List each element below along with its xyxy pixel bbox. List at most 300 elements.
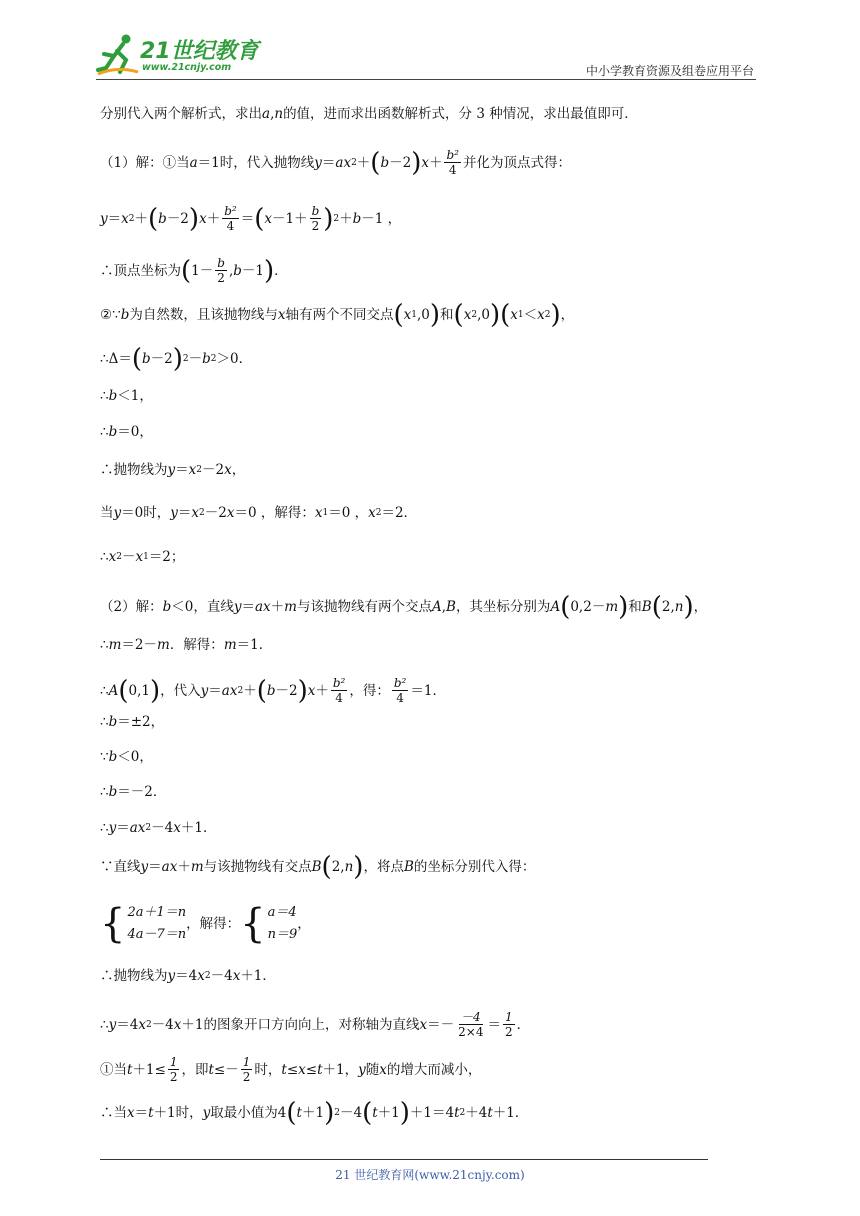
- solution-line: [100, 818, 216, 838]
- large-parenthesis: (: [560, 592, 571, 622]
- math-variable: b: [266, 682, 276, 699]
- math-variable: m: [190, 859, 204, 875]
- superscript: 2: [182, 354, 189, 364]
- math-variable: x: [277, 307, 286, 323]
- text-run: 时，: [254, 1061, 282, 1078]
- math-variable: t: [454, 1105, 460, 1121]
- solution-line: [100, 386, 153, 406]
- text-run: ＝: [116, 820, 130, 836]
- math-variable: y: [167, 968, 176, 984]
- math-variable: B: [446, 599, 456, 615]
- solution-line: [100, 302, 574, 328]
- text-run: ＝: [134, 1105, 149, 1121]
- system-rows: [268, 902, 298, 946]
- math-variable: A: [550, 599, 561, 615]
- math-variable: b: [108, 749, 118, 765]
- math-variable: y: [358, 1061, 366, 1078]
- large-parenthesis: ): [683, 592, 694, 622]
- large-parenthesis: (: [118, 675, 129, 706]
- text-run: ＋: [206, 210, 221, 227]
- text-run: ＜1，: [117, 388, 153, 404]
- math-variable: y: [108, 1016, 117, 1033]
- large-parenthesis: ): [411, 147, 422, 178]
- large-parenthesis: (: [370, 147, 381, 178]
- math-variable: x: [135, 549, 144, 565]
- math-variable: x: [138, 1016, 146, 1033]
- footer-divider: [100, 1159, 708, 1160]
- fraction: [241, 1055, 253, 1084]
- text-run: 并化为顶点式得：: [462, 154, 571, 171]
- text-run: －2: [166, 210, 189, 227]
- math-variable: ax: [335, 154, 352, 171]
- text-run: ∴当: [100, 1105, 127, 1121]
- text-run: 取最小值为4: [210, 1105, 287, 1121]
- math-variable: a: [189, 154, 198, 171]
- superscript: 2: [459, 1108, 466, 1118]
- math-variable: x: [368, 505, 376, 521]
- solution-line: [100, 635, 272, 655]
- solution-line: [100, 1100, 528, 1126]
- solution-line: [100, 256, 288, 285]
- text-run: ∴: [100, 637, 109, 653]
- logo-url-text: www.21cnjy.com: [142, 62, 232, 73]
- large-parenthesis: ): [399, 1098, 410, 1128]
- solution-line: [100, 712, 164, 732]
- large-parenthesis: ): [323, 203, 334, 234]
- solution-line: [100, 148, 571, 177]
- fraction: [503, 1010, 515, 1039]
- math-variable: x: [173, 820, 181, 836]
- solution-line: [100, 782, 166, 802]
- math-variable: x: [224, 462, 232, 478]
- fraction: [310, 204, 322, 233]
- superscript: 2: [333, 213, 340, 224]
- text-run: ＝4: [175, 968, 198, 984]
- text-run: ,: [270, 106, 275, 122]
- large-parenthesis: (: [254, 203, 265, 234]
- fraction: [444, 148, 461, 177]
- text-run: 当: [100, 505, 114, 521]
- math-variable: y: [202, 1105, 211, 1121]
- math-variable: b: [352, 210, 362, 227]
- text-run: ＋1，: [322, 1061, 359, 1078]
- subscript: 2: [375, 508, 382, 518]
- math-variable: b: [202, 351, 211, 367]
- text-run: ＝0，: [117, 424, 153, 440]
- fraction-numerator: 1: [242, 1055, 251, 1069]
- text-run: －2: [389, 154, 412, 171]
- text-run: 的增大而减小，: [386, 1061, 482, 1078]
- text-run: ＋: [270, 599, 285, 615]
- math-variable: n: [274, 106, 284, 122]
- math-variable: x: [537, 307, 545, 323]
- math-variable: x: [173, 1016, 182, 1033]
- math-variable: x: [232, 968, 241, 984]
- header-divider: [96, 79, 756, 80]
- text-run: ∴: [100, 784, 109, 800]
- math-variable: t: [487, 1105, 493, 1121]
- math-variable: m: [223, 637, 237, 653]
- text-run: ＋1≤: [132, 1061, 166, 1078]
- fraction: [215, 256, 227, 285]
- text-run: ＝1．: [410, 682, 446, 699]
- text-run: ＝0 ，: [328, 505, 369, 521]
- text-run: －4: [151, 1016, 174, 1033]
- text-run: 随: [365, 1061, 380, 1078]
- text-run: ＝: [487, 1016, 501, 1033]
- text-run: ∴: [100, 820, 109, 836]
- text-run: －4: [151, 820, 174, 836]
- text-run: ,0: [417, 307, 430, 323]
- text-run: －4: [210, 968, 233, 984]
- text-run: －1 ，: [361, 210, 402, 227]
- large-parenthesis: ): [429, 300, 441, 330]
- text-run: ＋1＝4: [409, 1105, 455, 1121]
- math-variable: b: [108, 388, 118, 404]
- math-variable: t: [372, 1105, 378, 1121]
- text-run: （2）解：: [100, 599, 163, 615]
- large-parenthesis: ): [172, 344, 183, 374]
- text-run: ＋1．: [240, 968, 276, 984]
- text-run: －4: [339, 1105, 363, 1121]
- equation-system: [240, 902, 297, 946]
- text-run: ，: [693, 599, 708, 615]
- large-parenthesis: (: [181, 255, 192, 286]
- logo-brand-text: 21世纪教育: [140, 39, 259, 64]
- subscript: 2: [116, 552, 122, 562]
- large-parenthesis: ): [188, 203, 200, 234]
- text-run: ＝2；: [148, 549, 185, 565]
- solution-line: [100, 747, 153, 767]
- solution-line: [100, 460, 245, 480]
- math-variable: y: [100, 210, 108, 227]
- text-run: ＋1: [301, 1105, 325, 1121]
- math-variable: b: [142, 351, 151, 367]
- text-run: ＋1的图象开口方向向上，对称轴为直线: [181, 1016, 420, 1033]
- math-variable: x: [379, 1061, 387, 1078]
- text-run: ∴: [100, 714, 109, 730]
- large-parenthesis: (: [286, 1098, 297, 1128]
- text-run: ＋: [177, 859, 191, 875]
- math-variable: b: [120, 307, 130, 323]
- text-run: ＝2－: [121, 637, 157, 653]
- superscript: 2: [128, 213, 135, 224]
- text-run: 与该抛物线有两个交点: [296, 599, 432, 615]
- large-parenthesis: (: [148, 203, 159, 234]
- math-variable: x: [191, 505, 199, 521]
- superscript: 2: [204, 971, 211, 981]
- text-run: ,: [441, 599, 447, 615]
- math-variable: x: [226, 505, 235, 521]
- math-variable: x: [463, 307, 472, 323]
- text-run: ＝2．: [381, 505, 418, 521]
- system-equation: 4a－7＝n: [127, 927, 187, 942]
- subscript: 1: [322, 508, 329, 518]
- math-variable: x: [419, 1016, 428, 1033]
- large-parenthesis: (: [453, 300, 464, 330]
- system-equation: n＝9: [267, 927, 298, 942]
- large-parenthesis: (: [393, 300, 404, 330]
- math-variable: y: [314, 154, 322, 171]
- text-run: ＝0 ，解得：: [234, 505, 315, 521]
- fraction-numerator: b²: [393, 676, 407, 690]
- large-parenthesis: ): [263, 255, 275, 286]
- fraction-denominator: 4: [335, 691, 343, 705]
- large-parenthesis: (: [500, 300, 511, 330]
- system-brace: {: [240, 901, 266, 947]
- fraction-numerator: b: [217, 256, 225, 270]
- text-run: ＝4: [116, 1016, 139, 1033]
- fraction: [392, 676, 409, 705]
- text-run: ＜0，: [117, 749, 153, 765]
- text-run: 分别代入两个解析式，求出: [100, 106, 262, 122]
- math-variable: y: [108, 820, 117, 836]
- text-run: ，: [231, 462, 246, 478]
- text-run: ∴Δ＝: [100, 351, 132, 367]
- math-variable: x: [197, 968, 205, 984]
- text-run: 为自然数，且该抛物线与: [129, 307, 278, 323]
- text-run: －2: [204, 505, 227, 521]
- math-variable: y: [113, 505, 122, 521]
- text-run: ＝: [175, 462, 189, 478]
- math-variable: ax: [221, 682, 238, 699]
- solution-line: [100, 104, 638, 124]
- text-run: ＋: [356, 154, 371, 171]
- solution-line: [100, 503, 417, 523]
- system-equation: a＝4: [267, 905, 297, 920]
- math-variable: B: [641, 599, 652, 615]
- solution-line: [100, 1055, 481, 1084]
- math-variable: b: [233, 262, 242, 279]
- runner-icon: [96, 32, 140, 78]
- large-parenthesis: ): [149, 675, 161, 706]
- math-variable: x: [307, 682, 316, 699]
- solution-line: [100, 902, 311, 946]
- math-variable: t: [148, 1105, 154, 1121]
- fraction: [168, 1055, 180, 1084]
- text-run: ．: [516, 1016, 531, 1033]
- superscript: 2: [334, 1108, 340, 1118]
- solution-line: [100, 854, 535, 880]
- text-run: ＋: [134, 210, 148, 227]
- fraction-numerator: －4: [460, 1010, 481, 1024]
- math-variable: t: [281, 1061, 287, 1078]
- footer-link[interactable]: 21 世纪教育网(www.21cnjy.com): [335, 1168, 525, 1182]
- math-variable: b: [158, 210, 167, 227]
- platform-title: 中小学教育资源及组卷应用平台: [585, 64, 754, 78]
- math-variable: t: [317, 1061, 323, 1078]
- system-brace: {: [100, 901, 126, 947]
- large-parenthesis: (: [256, 675, 267, 706]
- text-run: 2,: [661, 599, 675, 615]
- text-run: ②∵: [100, 307, 121, 323]
- text-run: 0,1: [128, 682, 150, 699]
- text-run: ，: [297, 916, 311, 932]
- math-variable: x: [314, 505, 323, 521]
- math-variable: b: [108, 424, 118, 440]
- text-run: ＋: [315, 682, 329, 699]
- fraction-denominator: 4: [396, 691, 404, 705]
- text-run: －2: [275, 682, 298, 699]
- large-parenthesis: (: [362, 1098, 373, 1128]
- text-run: ＝: [240, 210, 255, 227]
- subscript: 2: [544, 310, 551, 320]
- text-run: ∴抛物线为: [100, 968, 168, 984]
- text-run: 的值，进而求出函数解析式，分 3 种情况，求出最值即可．: [283, 106, 638, 122]
- text-run: ≤: [305, 1061, 318, 1078]
- math-variable: x: [403, 307, 412, 323]
- text-run: ＝: [241, 599, 255, 615]
- fraction-numerator: 1: [169, 1055, 178, 1069]
- text-run: ．解得：: [169, 637, 224, 653]
- text-run: －: [188, 351, 203, 367]
- text-run: ＋: [428, 154, 443, 171]
- text-run: ＝±2，: [117, 714, 165, 730]
- solution-line: [100, 547, 184, 567]
- text-run: ≤－: [213, 1061, 239, 1078]
- math-variable: a: [262, 106, 271, 122]
- superscript: 2: [196, 465, 202, 475]
- fraction: [331, 676, 348, 705]
- text-run: ＋1时，: [153, 1105, 203, 1121]
- solution-line: [100, 1010, 530, 1039]
- text-run: ，: [560, 307, 575, 323]
- large-parenthesis: ): [353, 852, 364, 882]
- text-run: ＋: [243, 682, 257, 699]
- math-variable: ax: [161, 859, 178, 875]
- text-run: ，得：: [349, 682, 390, 699]
- fraction-denominator: 4: [448, 163, 457, 177]
- superscript: 2: [199, 508, 205, 518]
- solution-line: [100, 346, 252, 372]
- text-run: ＋1: [377, 1105, 400, 1121]
- math-variable: b: [162, 599, 172, 615]
- superscript: 2: [145, 823, 152, 833]
- large-parenthesis: (: [131, 344, 142, 374]
- text-run: ＝－2．: [117, 784, 167, 800]
- math-variable: y: [233, 599, 242, 615]
- subscript: 1: [517, 310, 524, 320]
- math-variable: ax: [254, 599, 271, 615]
- fraction: [222, 204, 239, 233]
- math-variable: A: [108, 682, 119, 699]
- text-run: ，解得：: [186, 916, 241, 932]
- math-variable: x: [421, 154, 429, 171]
- math-variable: b: [108, 784, 118, 800]
- text-run: ∴: [100, 424, 109, 440]
- text-run: ∴顶点坐标为: [100, 262, 181, 279]
- text-run: ．: [274, 262, 288, 279]
- text-run: ＋4: [465, 1105, 488, 1121]
- math-variable: t: [296, 1105, 302, 1121]
- text-run: ①当: [100, 1061, 127, 1078]
- text-run: ＝－: [427, 1016, 455, 1033]
- fraction-denominator: 2×4: [458, 1025, 484, 1039]
- math-variable: y: [140, 859, 149, 875]
- system-equation: 2a＋1＝n: [127, 905, 187, 920]
- text-run: ＋: [339, 210, 353, 227]
- text-run: －2: [150, 351, 173, 367]
- fraction-denominator: 2: [217, 271, 225, 285]
- superscript: 2: [351, 157, 357, 168]
- math-variable: y: [167, 462, 176, 478]
- text-run: ＜0，直线: [171, 599, 234, 615]
- fraction-denominator: 4: [226, 219, 235, 233]
- text-run: ，即: [181, 1061, 209, 1078]
- fraction-numerator: b²: [332, 676, 346, 690]
- superscript: 2: [210, 354, 217, 364]
- math-variable: t: [127, 1061, 133, 1078]
- subscript: 2: [471, 310, 478, 320]
- math-variable: b: [108, 714, 118, 730]
- math-variable: x: [127, 1105, 135, 1121]
- text-run: ∵: [100, 749, 109, 765]
- text-run: 2,: [331, 859, 345, 875]
- text-run: －2: [202, 462, 225, 478]
- text-run: ＝0时，: [121, 505, 171, 521]
- math-variable: B: [311, 859, 322, 875]
- text-run: 的坐标分别代入得：: [413, 859, 536, 875]
- text-run: ∴: [100, 682, 109, 699]
- text-run: ＝1．: [236, 637, 273, 653]
- text-run: ＝: [208, 682, 222, 699]
- solution-line: [100, 676, 446, 705]
- text-run: ∴抛物线为: [100, 462, 168, 478]
- text-run: ∴: [100, 388, 109, 404]
- math-variable: x: [298, 1061, 306, 1078]
- text-run: ，其坐标分别为: [455, 599, 551, 615]
- math-variable: x: [108, 549, 117, 565]
- math-variable: n: [344, 859, 354, 875]
- text-run: ＋1．: [492, 1105, 529, 1121]
- math-variable: m: [284, 599, 297, 615]
- fraction: [456, 1010, 485, 1039]
- math-variable: x: [188, 462, 197, 478]
- text-run: 和: [628, 599, 642, 615]
- text-run: ＝: [177, 505, 192, 521]
- page-header: [0, 0, 860, 80]
- text-run: ≤: [286, 1061, 299, 1078]
- superscript: 2: [145, 1019, 152, 1030]
- text-run: ＜: [523, 307, 538, 323]
- text-run: 0,2－: [570, 599, 606, 615]
- math-variable: ax: [129, 820, 146, 836]
- text-run: ＝: [321, 154, 336, 171]
- math-variable: t: [208, 1061, 214, 1078]
- text-run: ，将点: [363, 859, 404, 875]
- fraction-denominator: 2: [169, 1070, 178, 1084]
- large-parenthesis: ): [489, 300, 501, 330]
- fraction-denominator: 2: [242, 1070, 251, 1084]
- text-run: 1－: [191, 262, 214, 279]
- system-rows: [127, 902, 186, 946]
- text-run: 和: [440, 307, 454, 323]
- solution-line: [100, 594, 707, 620]
- text-run: ∴: [100, 549, 109, 565]
- site-logo[interactable]: [96, 32, 266, 78]
- math-variable: m: [108, 637, 122, 653]
- solution-line: [100, 422, 153, 442]
- superscript: 2: [237, 685, 244, 696]
- text-run: ，代入: [160, 682, 201, 699]
- text-run: ,0: [477, 307, 490, 323]
- math-variable: m: [157, 637, 170, 653]
- subscript: 1: [411, 310, 417, 320]
- fraction-numerator: 1: [504, 1010, 513, 1024]
- fraction-numerator: b: [311, 204, 320, 218]
- equation-system: [100, 902, 186, 946]
- large-parenthesis: ): [618, 592, 629, 622]
